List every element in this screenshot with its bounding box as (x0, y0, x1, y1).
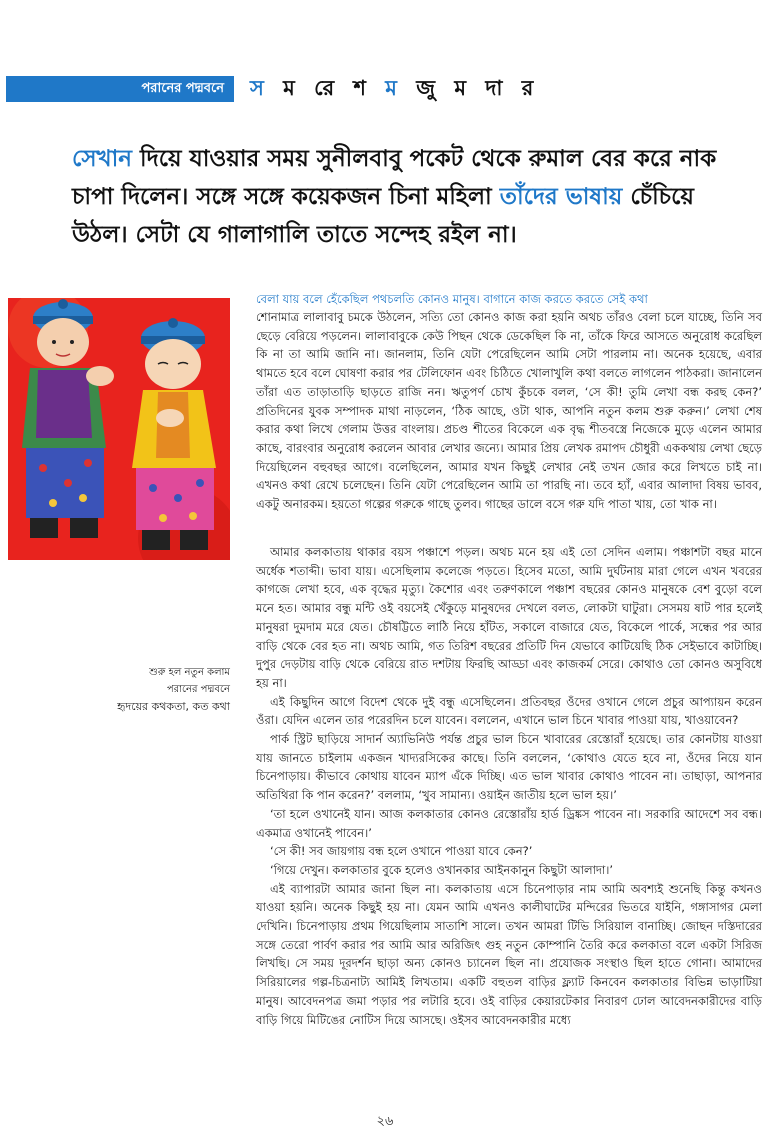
column-title: পরানের পদ্মবনে (141, 81, 224, 96)
pull-quote-text-1: দিয়ে যাওয়ার সময় সুনীলবাবু পকেট থেকে রুমাল বের করে নাক চাপা দিলেন। সঙ্গে সঙ্গে কয়েকজন চিনা মহিলা (72, 146, 717, 210)
paragraph: ‘তা হলে ওখানেই যান। আজ কলকাতার কোনও রেস্তোরাঁয় হার্ড ড্রিঙ্কস পাবেন না। সরকারি আদেশে সব বন্ধ। একমাত্র ওখানেই পাবেন।’ (256, 806, 762, 840)
article-body-top (256, 308, 762, 514)
paragraph: পার্ক স্ট্রিট ছাড়িয়ে সাদার্ন অ্যাভিনিউ পর্যন্ত প্রচুর ভাল চিনে খাবারের রেস্তোরাঁ হয়েছে। তার কোনটায় যাওয়া যায় জানতে চাইলাম একজন খাদ্যরসিকের কাছে। তিনি বললেন, ‘কোথাও যেতে হবে না, ওঁদের নিয়ে যান চিনেপাড়ায়। কীভাবে কোথায় যাবেন ম্যাপ এঁকে দিচ্ছি। এত ভাল খাবার কোথাও পাবেন না। তাছাড়া, আপনার অতিথিরা কি পান করেন?’ বললাম, ‘খুব সামান্য। ওয়াইন জাতীয় হলে ভাল হয়।’ (256, 732, 762, 803)
paragraph: এই কিছুদিন আগে বিদেশ থেকে দুই বন্ধু এসেছিলেন। প্রতিবছর ওঁদের ওখানে গেলে প্রচুর আপ্যায়ন করেন ওঁরা। যেদিন এলেন তার পরেরদিন চলে যাবেন। বললেন, এখানে ভাল চিনে খাবার পাওয়া যায়, খাওয়াবেন? (256, 694, 762, 728)
column-badge (6, 76, 234, 102)
caption-line-3: হৃদয়ের কথকতা, কত কথা (117, 700, 230, 713)
illustration-svg (8, 298, 230, 560)
byline-initial-1: স (250, 76, 270, 100)
pull-quote-highlight-1: সেখান (72, 146, 133, 172)
paragraph: এই ব্যাপারটা আমার জানা ছিল না। কলকাতায় এসে চিনেপাড়ার নাম আমি অবশ্যই শুনেছি কিন্তু কখনও যাওয়া হয়নি। অনেক কিছুই হয় না। যেমন আমি এখনও কালীঘাটের মন্দিরের ভিতরে যাইনি, গঙ্গাসাগর মেলা দেখিনি। চিনেপাড়ায় প্রথম গিয়েছিলাম সাতাশি সালে। তখন আমরা টিভি সিরিয়াল বানাচ্ছি। জোছন দস্তিদারের সঙ্গে তেরো পার্বণ করার পর আমি আর অরিজিৎ গুহ নতুন কোম্পানি তৈরি করে কলকাতা বলে একটা সিরিজ লিখছি। সে সময় দূরদর্শন ছাড়া অন্য কোনও চ্যানেল ছিল না। প্রযোজক সংস্থাও ছিল হাতে গোনা। আমাদের সিরিয়ালের গল্প-চিত্রনাট্য আমিই লিখতাম। একটি বহুতল বাড়ির ফ্ল্যাট কিনবেন কলকাতার বিভিন্ন ভাড়াটিয়া মানুষ। আবেদনপত্র জমা পড়ার পর লটারি হবে। ওই বাড়ির কেয়ারটেকার নিবারণ ঢোল আবেদনকারীদের বাড়ি বাড়ি গিয়ে মিটিঙের নোটিস দিয়ে আসছে। ওইসব আবেদনকারীর মধ্যে (256, 881, 762, 1027)
author-byline (250, 72, 539, 104)
lead-line: বেলা যায় বলে হেঁকেছিল পথচলতি কোনও মানুষ। বাগানে কাজ করতে করতে সেই কথা (256, 292, 648, 306)
illustration-caption (60, 664, 230, 715)
byline-initial-2: ম (385, 76, 403, 100)
pull-quote-highlight-2: তাঁদের ভাষায় (499, 184, 623, 210)
article-body-main (256, 543, 762, 1029)
paragraph: শোনামাত্র লালাবাবু চমকে উঠলেন, সত্যি তো কোনও কাজ করা হয়নি অথচ তাঁরও বেলা চলে যাচ্ছে, তিনি সব ছেড়ে বেরিয়ে পড়লেন। লালাবাবুকে কেউ পিছন থেকে ডেকেছিল কি না, তাঁকে ফিরে আসতে অনুরোধ করেছিল কি না তা আমি জানি না। জানলাম, তিনি যেটা পেরেছিলেন আমি সেটা পারলাম না। অনেক হয়েছে, এবার থামতে হবে বলে ঘোষণা করার পর টেলিফোন এবং চিঠিতে খোলাখুলি কথা বলতে লাগলেন পাঠকরা। জানালেন তাঁরা এত তাড়াতাড়ি ছাড়তে রাজি নন। ঋতুপর্ণ চোখ কুঁচকে বলল, ‘সে কী! তুমি লেখা বন্ধ করছ কেন?’ প্রতিদিনের যুবক সম্পাদক মাথা নাড়লেন, ‘ঠিক আছে, ওটা থাক, আপনি নতুন কলম শুরু করুন।’ লেখা শেষ করার কথা লিখে গেলাম উত্তর বাংলায়। প্রচণ্ড শীতের বিকেলে এক বৃদ্ধ শীতবস্ত্রে নিজেকে মুড়ে এলেন আমার কাছে, বারংবার অনুরোধ করলেন আবার লেখার জন্যে। আমার প্রিয় লেখক রমাপদ চৌধুরী এককথায় লেখা ছেড়ে দিয়েছিলেন বহুবছর আগে। বলেছিলেন, আমার যখন কিছুই লেখার নেই তখন জোর করে লিখতে চাই না। এখনও কথা রেখে চলেছেন। তিনি যেটা পেরেছিলেন আমি তা পারছি না। তবে হ্যাঁ, এবার আলাদা বিষয় ভাবব, একটু অনারকম। হয়তো গল্পের গরুকে গাছে তুলব। গাছের ডালে বসে গরু যদি পাতা খায়, তো খাক না। (256, 310, 762, 512)
caption-line-2: পরানের পদ্মবনে (166, 684, 230, 695)
byline-part-2: ম রে শ (269, 76, 386, 100)
paragraph: ‘সে কী! সব জায়গায় বন্ধ হলে ওখানে পাওয়া যাবে কেন?’ (270, 844, 533, 859)
paragraph: আমার কলকাতায় থাকার বয়স পঞ্চাশে পড়ল। অথচ মনে হয় এই তো সেদিন এলাম। পঞ্চাশটা বছর মানে অর্ধেক শতাব্দী। ভাবা যায়। এসেছিলাম কলেজে পড়তে। হিসেব মতো, আমি দুর্ঘটনায় মারা গেলে এখন খবরের কাগজে লেখা হবে, এক বৃদ্ধের মৃত্যু। কৈশোর এবং তরুণকালে পঞ্চাশ বছরের কোনও মানুষকে বেশ বুড়ো বলে মনে হত। আমার বন্ধু মন্টি ওই বয়সেই খেঁকুড়ে মানুষদের দেখলে বলত, লোকটা ঘাটুরা। সেসময় ষাট পার হলেই মানুষরা দুমদাম মরে যেত। চৌষট্টিতে লাঠি নিয়ে হাঁটত, সকালে বাজারে যেত, বিকেলে পার্কে, সন্ধের পর আর বাড়ি থেকে বের হত না। অথচ আমি, গত তিরিশ বছরের প্রতিটি দিন যেভাবে কাটিয়েছি ঠিক সেইভাবে কাটাচ্ছি। দুপুর দেড়টায় বাড়ি থেকে বেরিয়ে রাত দশটায় ফিরছি আড্ডা এবং কাজকর্ম সেরে। কোথাও তো কোনও অসুবিধে হয় না। (256, 545, 762, 690)
page-number: ২৬ (376, 1114, 394, 1129)
pull-quote-text-2: চেঁচিয়ে উঠল। সেটা যে গালাগালি তাতে সন্দেহ রইল না। (72, 184, 694, 248)
pull-quote (72, 140, 722, 254)
byline-part-4: জু ম দা র (402, 76, 540, 100)
paragraph: ‘গিয়ে দেখুন। কলকাতার বুকে হলেও ওখানকার আইনকানুন কিছুটা আলাদা।’ (270, 862, 614, 877)
caption-line-1: শুরু হল নতুন কলাম (149, 667, 230, 678)
illustration-two-children (8, 298, 230, 560)
